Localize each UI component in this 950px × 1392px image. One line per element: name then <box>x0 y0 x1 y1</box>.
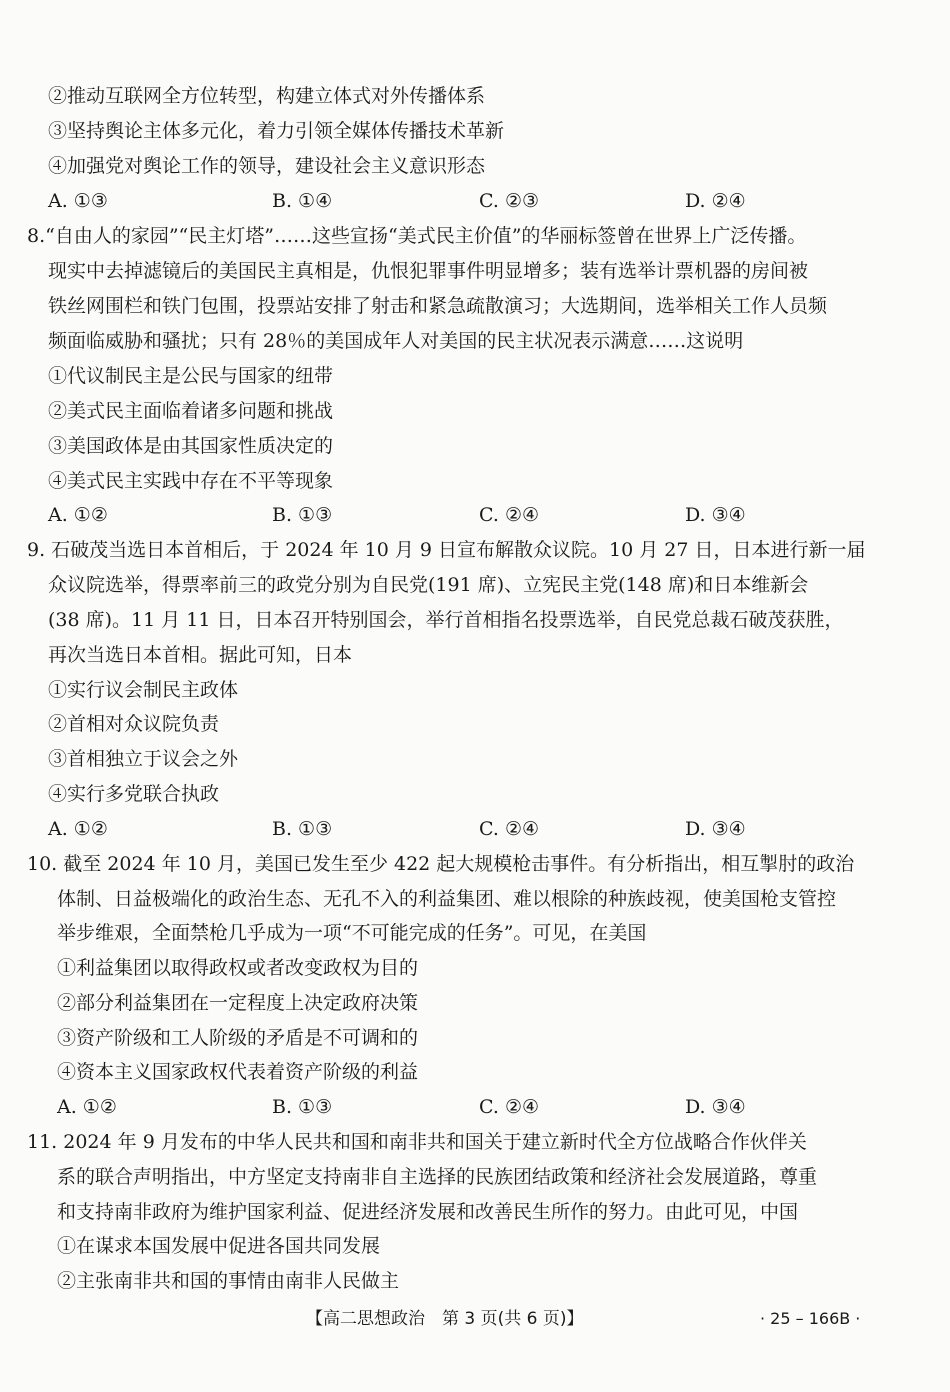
footer-paper-code: · 25 – 166B · <box>760 1309 861 1328</box>
q11-item-2: ②主张南非共和国的事情由南非人民做主 <box>57 1270 400 1292</box>
q10-stem-line-1: 10. 截至 2024 年 10 月，美国已发生至少 422 起大规模枪击事件。有分析指出，相互掣肘的政治 <box>27 853 855 875</box>
q7-item-3: ③坚持舆论主体多元化，着力引领全媒体传播技术革新 <box>48 120 505 142</box>
q8-option-a: A. ①② <box>48 504 108 526</box>
q8-item-4: ④美式民主实践中存在不平等现象 <box>48 470 334 492</box>
q7-option-b: B. ①④ <box>272 190 333 212</box>
q10-item-4: ④资本主义国家政权代表着资产阶级的利益 <box>57 1061 419 1083</box>
q10-option-b: B. ①③ <box>272 1096 333 1118</box>
q9-option-a: A. ①② <box>48 818 108 840</box>
q8-stem-line-4: 频面临威胁和骚扰；只有 28％的美国成年人对美国的民主状况表示满意……这说明 <box>48 330 744 352</box>
q9-stem-line-3: (38 席)。11 月 11 日，日本召开特别国会，举行首相指名投票选举，自民党总裁石破茂获胜， <box>48 609 844 631</box>
q9-item-2: ②首相对众议院负责 <box>48 713 220 735</box>
q11-stem-line-3: 和支持南非政府为维护国家利益、促进经济发展和改善民生所作的努力。由此可见，中国 <box>57 1201 799 1223</box>
q8-stem-line-2: 现实中去掉滤镜后的美国民主真相是，仇恨犯罪事件明显增多；装有选举计票机器的房间被 <box>48 260 809 282</box>
q7-option-a: A. ①③ <box>48 190 108 212</box>
q8-option-b: B. ①③ <box>272 504 333 526</box>
q11-item-1: ①在谋求本国发展中促进各国共同发展 <box>57 1235 381 1257</box>
q8-option-d: D. ③④ <box>685 504 746 526</box>
q9-stem-line-2: 众议院选举，得票率前三的政党分别为自民党(191 席)、立宪民主党(148 席)和日本维新会 <box>48 574 809 596</box>
q7-option-c: C. ②③ <box>479 190 540 212</box>
q9-stem-line-4: 再次当选日本首相。据此可知，日本 <box>48 644 353 666</box>
q10-option-a: A. ①② <box>57 1096 117 1118</box>
q10-options <box>57 1095 887 1119</box>
q8-item-1: ①代议制民主是公民与国家的纽带 <box>48 365 334 387</box>
q8-option-c: C. ②④ <box>479 504 540 526</box>
q7-option-d: D. ②④ <box>685 190 746 212</box>
q8-stem-line-1: 8.“自由人的家园”“民主灯塔”……这些宣扬“美式民主价值”的华丽标签曾在世界上广泛传播。 <box>27 225 807 247</box>
q9-option-b: B. ①③ <box>272 818 333 840</box>
q9-item-1: ①实行议会制民主政体 <box>48 679 239 701</box>
q7-item-4: ④加强党对舆论工作的领导，建设社会主义意识形态 <box>48 155 486 177</box>
q9-item-3: ③首相独立于议会之外 <box>48 748 239 770</box>
q10-option-d: D. ③④ <box>685 1096 746 1118</box>
q8-item-3: ③美国政体是由其国家性质决定的 <box>48 435 334 457</box>
q9-option-d: D. ③④ <box>685 818 746 840</box>
q8-options <box>48 503 878 527</box>
q8-stem-line-3: 铁丝网围栏和铁门包围，投票站安排了射击和紧急疏散演习；大选期间，选举相关工作人员频 <box>48 295 828 317</box>
q9-item-4: ④实行多党联合执政 <box>48 783 220 805</box>
q7-item-2: ②推动互联网全方位转型，构建立体式对外传播体系 <box>48 85 486 107</box>
footer-page-info: 【高二思想政治 第 3 页(共 6 页)】 <box>306 1309 584 1329</box>
q11-stem-line-2: 系的联合声明指出，中方坚定支持南非自主选择的民族团结政策和经济社会发展道路，尊重 <box>57 1166 818 1188</box>
q10-item-2: ②部分利益集团在一定程度上决定政府决策 <box>57 992 419 1014</box>
q10-stem-line-3: 举步维艰，全面禁枪几乎成为一项“不可能完成的任务”。可见，在美国 <box>57 922 647 944</box>
q11-stem-line-1: 11. 2024 年 9 月发布的中华人民共和国和南非共和国关于建立新时代全方位战略合作伙伴关 <box>27 1131 807 1153</box>
q10-item-3: ③资产阶级和工人阶级的矛盾是不可调和的 <box>57 1027 419 1049</box>
q9-option-c: C. ②④ <box>479 818 540 840</box>
q10-option-c: C. ②④ <box>479 1096 540 1118</box>
q9-stem-line-1: 9. 石破茂当选日本首相后，于 2024 年 10 月 9 日宣布解散众议院。10 月 27 日，日本进行新一届 <box>27 539 866 561</box>
q10-item-1: ①利益集团以取得政权或者改变政权为目的 <box>57 957 419 979</box>
page-footer <box>0 1306 950 1332</box>
q7-options <box>48 189 878 213</box>
q10-stem-line-2: 体制、日益极端化的政治生态、无孔不入的利益集团、难以根除的种族歧视，使美国枪支管控 <box>57 888 837 910</box>
q8-item-2: ②美式民主面临着诸多问题和挑战 <box>48 400 334 422</box>
q9-options <box>48 817 878 841</box>
